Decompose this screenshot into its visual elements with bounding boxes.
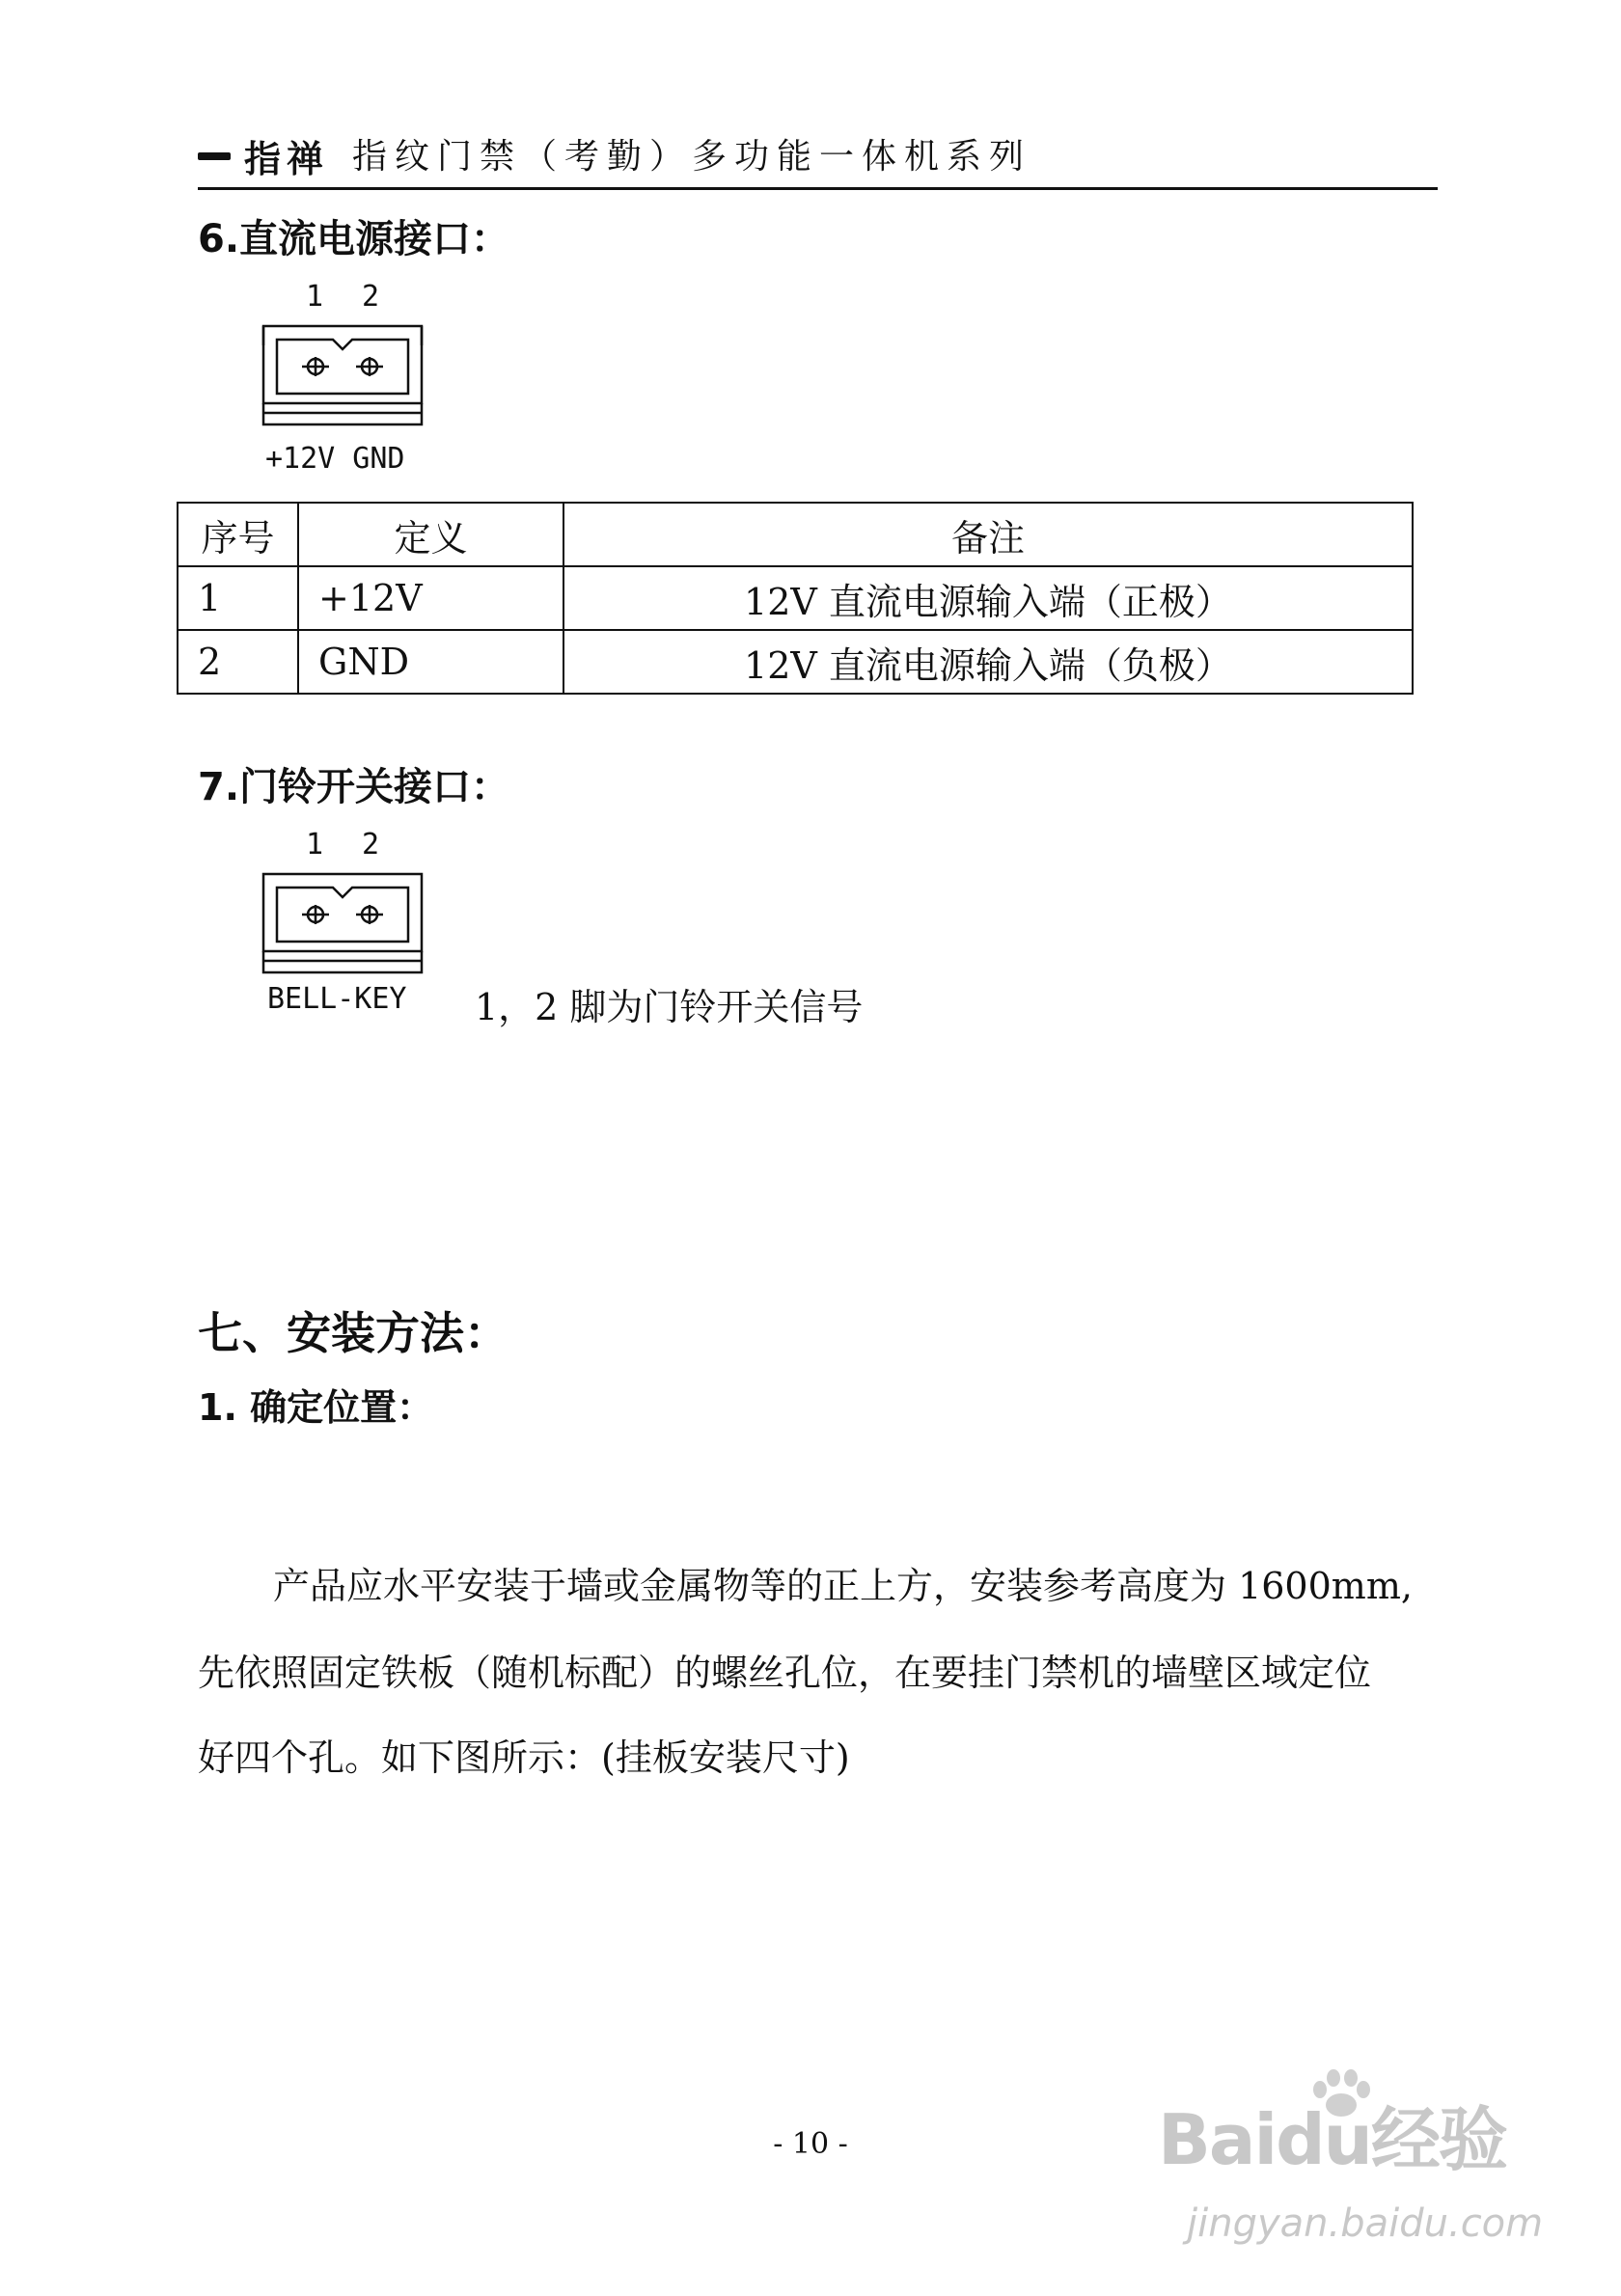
pin-definition-table [177,502,1414,695]
connector-housing-icon [256,318,429,434]
table-header-row [178,503,1413,566]
table-cell: 12V 直流电源输入端（负极） [563,630,1413,694]
page-header [198,123,1438,190]
doorbell-connector-diagram [256,828,449,1021]
pin-number-2: 2 [362,280,380,314]
table-cell: 12V 直流电源输入端（正极） [563,566,1413,630]
table-cell: 2 [178,630,298,694]
paragraph-line: 产品应水平安装于墙或金属物等的正上方，安装参考高度为 1600mm, [273,1565,1413,1607]
chapter-title: 七、安装方法： [198,1307,508,1359]
pin-number-2: 2 [362,828,380,861]
connector-label: +12V GND [265,442,405,476]
table-cell: GND [298,630,563,694]
connector-label: BELL-KEY [267,982,407,1016]
watermark-url: jingyan.baidu.com [1187,2201,1544,2246]
brand-name: 指禅 [244,138,330,180]
brand-logo-mark [198,152,231,160]
power-connector-diagram [256,280,449,476]
paragraph-line: 先依照固定铁板（随机标配）的螺丝孔位，在要挂门禁机的墙壁区域定位 [198,1652,1372,1694]
table-header-cell: 备注 [563,503,1413,566]
table-header-cell: 序号 [178,503,298,566]
table-header-cell: 定义 [298,503,563,566]
table-row [178,566,1413,630]
baidu-watermark [1148,2064,1573,2286]
connector-housing-icon [256,866,429,982]
page-number: - 10 - [773,2127,848,2161]
paragraph-line: 好四个孔。如下图所示：(挂板安装尺寸) [198,1736,850,1779]
table-row [178,630,1413,694]
table-cell: +12V [298,566,563,630]
series-title: 指纹门禁（考勤）多功能一体机系列 [352,137,1032,177]
section-6-title: 6.直流电源接口： [198,217,510,261]
pin-number-1: 1 [306,828,324,861]
watermark-brand: Baidu经验 [1158,2099,1506,2180]
table-cell: 1 [178,566,298,630]
section-7-title: 7.门铃开关接口： [198,765,510,809]
subsection-title: 1. 确定位置： [198,1386,434,1429]
doorbell-note: 1，2 脚为门铃开关信号 [475,986,864,1028]
pin-number-1: 1 [306,280,324,314]
